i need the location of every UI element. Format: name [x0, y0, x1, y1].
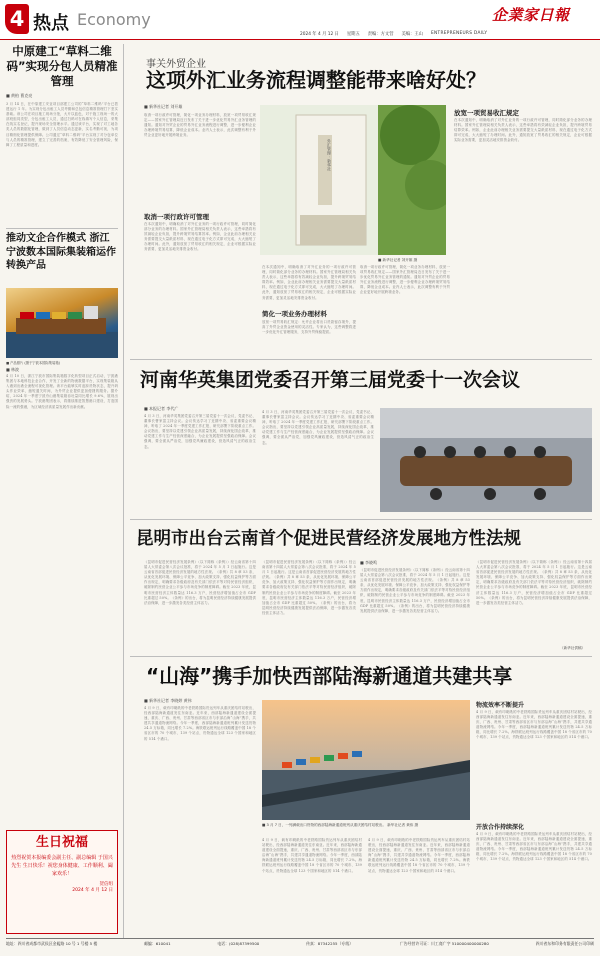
page-number-badge: 4	[5, 4, 29, 34]
article3-byline: ■ 李晓鸣	[360, 560, 378, 565]
article1-body-e: 在本次通知中，明确取消了对外汇业务的一项行政许可管理，同时简化部分业务的办理材料。国家外汇管理局相关负责人表示，这些举措将有效减轻企业负担，提升跨境贸易结算效率。例如，企业此前办理相关业务需要提交大量纸质材料，现在通过电子化方式即可完成，大大缩短了办理时间。此外，通知放宽了贸易收汇的相关规定，企业可根据实际业务需要，更加灵活地安排资金收付。	[454, 118, 592, 143]
article2-photo	[380, 408, 592, 512]
article1-headline: 这项外汇业务流程调整能带来啥好处？	[146, 68, 486, 92]
article3-headline: 昆明市出台云南首个促进民营经济发展地方性法规	[136, 529, 521, 549]
article4-sub2: 开放合作持续深化	[476, 824, 525, 831]
article1-photo-caption: ■ 新华社记者 刘开雄 摄	[378, 258, 418, 262]
issue-weekday: 星期五	[346, 31, 360, 37]
building-illustration	[260, 105, 446, 255]
footer-postcode: 邮编：610041	[144, 941, 171, 946]
left-byline-2: ■ 林波	[6, 367, 20, 372]
header-divider	[0, 39, 600, 40]
greeting-signer: 贺信组	[99, 881, 113, 887]
footer-divider	[6, 938, 594, 939]
greeting-date: 2024 年 4 月 12 日	[72, 887, 113, 893]
article1-sub1: 取消一项行政许可管理	[144, 213, 209, 221]
issue-editor: 责编：方文营	[367, 31, 394, 37]
issue-date: 2024 年 4 月 12 日	[300, 31, 339, 37]
article2-body-2: 4 月 3 日，河南华英集团党委召开第三届党委十一次会议，党委书记、董事长曹家富主持会议。会议传达学习了近期中央、省委重要会议精神，听取了 2024 年一季度党建工作汇报，研究部署下阶段重点工作。会议指出，要坚持以党建引领企业高质量发展，持续深化国企改革，推动党建工作与生产经营深度融合，为企业发展提供坚强政治保障。会议强调，要全面从严治党，加强党风廉政建设，营造风清气正的政治生态。	[262, 410, 374, 445]
article1-photo-label: 外汇管理 · 新华社	[327, 139, 332, 171]
footer	[6, 941, 594, 951]
article1-photo	[260, 105, 446, 255]
article2-byline: ■ 本报记者 李代广	[144, 406, 179, 411]
article4-body-2: 4 月 9 日，载有印刷纸的中老铁路国际货运列车从重庆团结村站驶出，经西部陆海新通道发往东南亚。近年来，西部陆海新通道建设全面提速，重庆、广西、贵州、甘肃等西部省区市与东部沿海“山海”携手，共建共享通道物流网络。今年一季度，西部陆海新通道班列累计发送货物 24.5 万标箱，同比增长 7.2%。海铁联运班列运行线路覆盖中国 18 个省区市的 70 个城市、139 个站点，货物通达全球 123 个国家和地区的 514 个港口。	[262, 838, 362, 873]
article4-photo	[262, 700, 470, 820]
greeting-title: 生日祝福	[35, 835, 88, 850]
article1-sub3: 放宽一项贸易收汇规定	[454, 109, 519, 117]
article1-body-a2: 在本次通知中，明确取消了对外汇业务的一项行政许可管理，同时简化部分业务的办理材料。国家外汇管理局相关负责人表示，这些举措将有效减轻企业负担，提升跨境贸易结算效率。例如，企业此前办理相关业务需要提交大量纸质材料，现在通过电子化方式即可完成，大大缩短了办理时间。此外，通知放宽了贸易收汇的相关规定，企业可根据实际业务需要，更加灵活地安排资金收付。	[144, 222, 256, 252]
article3-body-2: 《昆明市促进民营经济发展条例》（以下简称《条例》）经云南省第十四届人大常委会第八次会议批准，将于 2024 年 5 月 1 日起施行。这是云南省首部促进民营经济发展的地方性法规。《条例》共 8 章 53 条，从优化发展环境、保障公平竞争、加大政策支持、强化权益保护等方面作出规定，明确要求各级政府及有关部门依法平等对待民营经济组织，破除制约民营企业公平参与市场竞争的制度障碍。截至 2023 年底，昆明市民营经济主体数量达 116.3 万户，民营经济增加值占全市 GDP 比重超过 50%。《条例》的出台，将为昆明民营经济持续健康发展提供法治保障，进一步激发各类经营主体活力。	[262, 560, 356, 615]
footer-phone: 电话：(028)87399500	[217, 941, 260, 946]
article3-body-3: 《昆明市促进民营经济发展条例》（以下简称《条例》）经云南省第十四届人大常委会第八次会议批准，将于 2024 年 5 月 1 日起施行。这是云南省首部促进民营经济发展的地方性法规。《条例》共 8 章 53 条，从优化发展环境、保障公平竞争、加大政策支持、强化权益保护等方面作出规定，明确要求各级政府及有关部门依法平等对待民营经济组织，破除制约民营企业公平参与市场竞争的制度障碍。截至 2023 年底，昆明市民营经济主体数量达 116.3 万户，民营经济增加值占全市 GDP 比重超过 50%。《条例》的出台，将为昆明民营经济持续健康发展提供法治保障，进一步激发各类经营主体活力。	[360, 568, 470, 613]
greeting-box	[6, 830, 118, 934]
article4-body-3: 4 月 9 日，载有印刷纸的中老铁路国际货运列车从重庆团结村站驶出，经西部陆海新通道发往东南亚。近年来，西部陆海新通道建设全面提速，重庆、广西、贵州、甘肃等西部省区市与东部沿海“山海”携手，共建共享通道物流网络。今年一季度，西部陆海新通道班列累计发送货物 24.5 万标箱，同比增长 7.2%。海铁联运班列运行线路覆盖中国 18 个省区市的 70 个城市、139 个站点，货物通达全球 123 个国家和地区的 514 个港口。	[368, 838, 470, 873]
meta-strip	[300, 29, 592, 38]
meeting-illustration	[380, 408, 592, 512]
left-feature	[6, 232, 118, 273]
article4-photo-caption: ■ 3 月 7 日，一列满载出口货物的西部陆海新通道班列从重庆团结村站驶出。 新华社记者 黄伟 摄	[262, 823, 419, 827]
left-feature-caption: ■ 产品照片 (摄于宁波本国际集装箱)	[6, 361, 60, 365]
section-title-cn: 热点	[33, 13, 69, 34]
page-header	[0, 0, 600, 40]
article4-body-5: 4 月 9 日，载有印刷纸的中老铁路国际货运列车从重庆团结村站驶出，经西部陆海新通道发往东南亚。近年来，西部陆海新通道建设全面提速，重庆、广西、贵州、甘肃等西部省区市与东部沿海“山海”携手，共建共享通道物流网络。今年一季度，西部陆海新通道班列累计发送货物 24.5 万标箱，同比增长 7.2%。海铁联运班列运行线路覆盖中国 18 个省区市的 70 个城市、139 个站点，货物通达全球 123 个国家和地区的 514 个港口。	[476, 832, 592, 862]
article1-body-d: 取消一项行政许可管理，简化一项业务办理材料，放宽一项贸易收汇规定——国家外汇管理局近日发布了关于进一步优化贸易外汇业务管理的通知。通知对外贸企业的贸易外汇业务流程进行调整，进一步便利企业办理跨境贸易结算，降低企业成本。业内人士表示，此次调整有利于外贸企业更好地开展跨境业务。	[360, 265, 450, 295]
article2-body-1: 4 月 3 日，河南华英集团党委召开第三届党委十一次会议，党委书记、董事长曹家富主持会议。会议传达学习了近期中央、省委重要会议精神，听取了 2024 年一季度党建工作汇报，研究部署下阶段重点工作。会议指出，要坚持以党建引领企业高质量发展，持续深化国企改革，推动党建工作与生产经营深度融合，为企业发展提供坚强政治保障。会议强调，要全面从严治党，加强党风廉政建设，营造风清气正的政治生态。	[144, 414, 256, 449]
article1-body-a: 取消一项行政许可管理，简化一项业务办理材料，放宽一项贸易收汇规定——国家外汇管理局近日发布了关于进一步优化贸易外汇业务管理的通知。通知对外贸企业的贸易外汇业务流程进行调整，进一步便利企业办理跨境贸易结算，降低企业成本。业内人士表示，此次调整有利于外贸企业更好地开展跨境业务。	[144, 113, 256, 138]
column-divider-vertical	[123, 44, 124, 939]
left-byline: ■ 黄柏 曹克亮	[6, 93, 33, 98]
footer-fax: 传真：87342255（专线）	[306, 941, 354, 946]
issue-designer: 美编：王山	[401, 31, 424, 37]
divider-article2	[130, 519, 592, 520]
article4-body-1: 4 月 9 日，载有印刷纸的中老铁路国际货运列车从重庆团结村站驶出，经西部陆海新通道发往东南亚。近年来，西部陆海新通道建设全面提速，重庆、广西、贵州、甘肃等西部省区市与东部沿海“山海”携手，共建共享通道物流网络。今年一季度，西部陆海新通道班列累计发送货物 24.5 万标箱，同比增长 7.2%。海铁联运班列运行线路覆盖中国 18 个省区市的 70 个城市、139 个站点，货物通达全球 123 个国家和地区的 514 个港口。	[144, 706, 256, 741]
greeting-body: 热烈祝贺本报编委会副主任、副总编辑 于国兴 先生 生日快乐！祝您身体健康、工作顺利、阖家欢乐！	[11, 855, 113, 878]
train-illustration	[262, 700, 470, 820]
footer-license: 广告经营许可证：川工商广字 510000400000280	[399, 941, 489, 946]
brand-name: 企業家日報	[492, 6, 570, 24]
left-feature-title: 推动文企合作模式 浙江宁波数本国际集装箱运作转换产品	[6, 233, 116, 271]
section-title-en: Economy	[77, 10, 151, 29]
left-body: 3 月 14 日，在中原建工安亚项目部建工公司的“草料二维码”平台已搭建运行 1 年。为实现分包出租工人员考勤和总包信息精准管理打下坚实基础。该公司在项目施工现场分批，大片以蓝色，对于施工现场一的大部班组同类型，分包出租工人员，通过扫码可在线填写个人信息，采集在线实名登记，提升现场安全管理水平。通过该平台，实现了对工地各类人员的数据化管理，做到了人员信息动态更新，实名考勤可视，为项目精细化管理提供保障。公司通过“草料二维码”平台实现了对分包单位与人员的精准管理，建立了完善的档案，有效降低了安全管理风险，保障了工程质量和进度。	[6, 102, 118, 147]
left-feature-photo	[6, 288, 118, 358]
article1-sub2: 简化一项业务办理材料	[262, 310, 327, 318]
left-body-2: 4 月 10 日，浙江宁波市国际集装箱数字化转型项目正式启动，宁波港集团与本地科技企业合作，开发了全新的物流数据平台，实现集装箱从入港到出港全流程可视化管理。该平台能够实时追踪货物状态，提升码头作业效率，缩短通关时间，为外贸企业提供更加便捷的服务。据介绍，2024 年一季度宁波舟山港集装箱吞吐量同比增长 9.6%，展现出强劲的发展势头。宁波港集团表示，将继续推进智慧港口建设，打造国际一流的强港，为区域经济高质量发展作出新贡献。	[6, 374, 118, 409]
divider-article3	[130, 656, 592, 657]
article2-headline: 河南华英集团党委召开第三届党委十一次会议	[140, 369, 521, 391]
article4-headline: “山海”携手加快西部陆海新通道共建共享	[146, 664, 513, 688]
left-headline: 中原建工“草料二维码”实现分包人员精准管理	[6, 44, 118, 88]
article3-source: （新华社供稿）	[560, 646, 586, 650]
left-col-divider-1	[6, 228, 118, 229]
article1-byline: ■ 新华社记者 刘开雄	[144, 104, 183, 109]
brand-name-en: ENTREPRENEURS DAILY	[431, 31, 488, 36]
article4-sub1: 物流效率不断提升	[476, 702, 525, 709]
article3-body-1: 《昆明市促进民营经济发展条例》（以下简称《条例》）经云南省第十四届人大常委会第八次会议批准，将于 2024 年 5 月 1 日起施行。这是云南省首部促进民营经济发展的地方性法规。《条例》共 8 章 53 条，从优化发展环境、保障公平竞争、加大政策支持、强化权益保护等方面作出规定，明确要求各级政府及有关部门依法平等对待民营经济组织，破除制约民营企业公平参与市场竞争的制度障碍。截至 2023 年底，昆明市民营经济主体数量达 116.3 万户，民营经济增加值占全市 GDP 比重超过 50%。《条例》的出台，将为昆明民营经济持续健康发展提供法治保障，进一步激发各类经营主体活力。	[144, 560, 256, 605]
ship-illustration	[6, 288, 118, 358]
article1-kicker: 事关外贸企业	[146, 59, 206, 70]
article1-body-c: 放宽一项贸易收汇规定：允许企业将出口货款留存境外，提高了外贸企业资金使用的灵活性。专家认为，这些调整将进一步优化外汇管理服务，支持外贸保稳提质。	[262, 320, 356, 335]
article4-byline: ■ 新华社记者 李晓婷 黄伟	[144, 698, 192, 703]
divider-article1	[130, 359, 592, 360]
article3-body-4: 《昆明市促进民营经济发展条例》（以下简称《条例》）经云南省第十四届人大常委会第八次会议批准，将于 2024 年 5 月 1 日起施行。这是云南省首部促进民营经济发展的地方性法规。《条例》共 8 章 53 条，从优化发展环境、保障公平竞争、加大政策支持、强化权益保护等方面作出规定，明确要求各级政府及有关部门依法平等对待民营经济组织，破除制约民营企业公平参与市场竞争的制度障碍。截至 2023 年底，昆明市民营经济主体数量达 116.3 万户，民营经济增加值占全市 GDP 比重超过 50%。《条例》的出台，将为昆明民营经济持续健康发展提供法治保障，进一步激发各类经营主体活力。	[476, 560, 592, 605]
article4-body-4: 4 月 9 日，载有印刷纸的中老铁路国际货运列车从重庆团结村站驶出，经西部陆海新通道发往东南亚。近年来，西部陆海新通道建设全面提速，重庆、广西、贵州、甘肃等西部省区市与东部沿海“山海”携手，共建共享通道物流网络。今年一季度，西部陆海新通道班列累计发送货物 24.5 万标箱，同比增长 7.2%。海铁联运班列运行线路覆盖中国 18 个省区市的 70 个城市、139 个站点，货物通达全球 123 个国家和地区的 514 个港口。	[476, 710, 592, 740]
footer-address: 地址：四川省成都市武侯区金履路 10 号 1 号楼 5 楼	[6, 941, 98, 946]
article1-body-b: 在本次通知中，明确取消了对外汇业务的一项行政许可管理，同时简化部分业务的办理材料。国家外汇管理局相关负责人表示，这些举措将有效减轻企业负担，提升跨境贸易结算效率。例如，企业此前办理相关业务需要提交大量纸质材料，现在通过电子化方式即可完成，大大缩短了办理时间。此外，通知放宽了贸易收汇的相关规定，企业可根据实际业务需要，更加灵活地安排资金收付。	[262, 265, 356, 300]
footer-printer: 四川省东和印务有限责任公司印刷	[535, 941, 594, 946]
